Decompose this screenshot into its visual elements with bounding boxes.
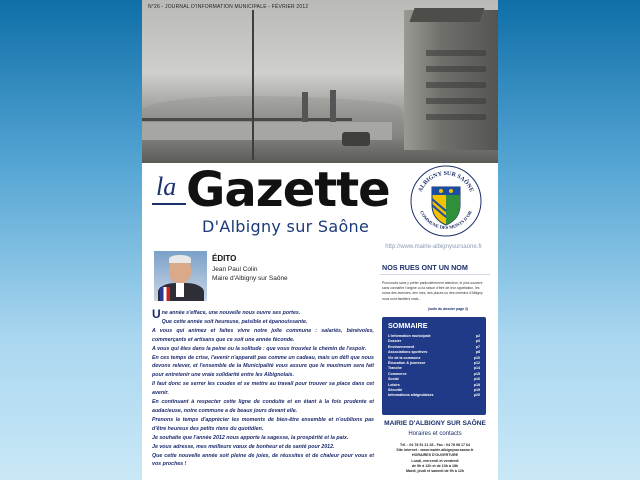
edito-role: Maire d'Albigny sur Saône (212, 275, 288, 282)
edito-paragraph: A vous qui êtes dans la peine ou la solitude : que vous trouviez le chemin de l'espoir. (152, 345, 367, 352)
sidebar-column (380, 251, 490, 480)
toc-item[interactable]: Tranche p14 (388, 366, 480, 371)
photo-roof (409, 8, 484, 22)
website-url[interactable]: http://www.mairie-albignysursaone.fr (385, 244, 482, 250)
mairie-title: MAIRIE D'ALBIGNY SUR SAÔNE (384, 420, 486, 427)
title-la: la (156, 172, 177, 201)
rues-heading: NOS RUES ONT UN NOM (380, 259, 490, 275)
edito-paragraph: En ces temps de crise, l'avenir n'apparaît pas comme un cadeau, mais un défi que nous devons relever, et l'ensemble de la Municipalité vous assure que le maximum sera fait pour entretenir une vraie solidarité entre les Albignolais. (152, 354, 374, 379)
photo-bridge (142, 118, 352, 121)
masthead (142, 163, 498, 248)
toc-item[interactable]: Associations sportives p8 (388, 350, 480, 355)
edito-paragraph: Prenons le temps d'apprécier les moments de bien-être ensemble et n'oublions pas d'être heureux des petits riens du quotidien. (152, 416, 374, 432)
toc-item[interactable]: Vie de la commune p10 (388, 355, 480, 360)
seal-text-top: ALBIGNY SUR SAÔNE (417, 170, 475, 194)
edito-paragraph: En continuant à respecter cette ligne de conduite et en étant à la fois prudente et audacieuse, notre commune a de beaux jours devant elle. (152, 399, 374, 414)
photo-bridge-tower (302, 92, 308, 122)
edito-paragraph: Que cette nouvelle année soit pleine de joies, de réussites et de chaleur pour vous et vos proches ! (152, 452, 374, 468)
mayor-portrait (154, 251, 207, 301)
mairie-line: HORAIRES D'OUVERTURE (412, 453, 458, 458)
seal-text-bottom: COMMUNE DES MONTS D'OR (419, 209, 473, 231)
title-gazette: Gazette (186, 162, 390, 218)
toc-item[interactable]: Informations albignolaises p20 (388, 393, 480, 398)
toc-item[interactable]: Commerce p15 (388, 371, 480, 376)
toc-item[interactable]: Environnement p7 (388, 344, 480, 349)
edito-paragraph: Je souhaite que l'année 2012 nous apporte la sagesse, la prospérité et la paix. (152, 434, 349, 441)
edito-paragraph: Il faut donc se serrer les coudes et se mettre au travail pour trouver sa place dans cet avenir. (152, 381, 374, 397)
photo-windows (426, 40, 486, 130)
edito-body (152, 309, 374, 469)
edito-dropcap: U (152, 307, 161, 321)
edito-paragraph: A vous qui animez et faites vivre notre jolie commune : salariés, bénévoles, commerçants et artisans que ce soit une année féconde. (152, 327, 374, 343)
title-underline (152, 203, 186, 205)
toc-item[interactable]: Loisirs p18 (388, 382, 480, 387)
gazette-cover-page (142, 0, 498, 480)
toc-item[interactable]: Éducation & jeunesse p12 (388, 361, 480, 366)
mairie-line[interactable]: Site internet : www.mairie-albignysursaone.fr (396, 448, 474, 453)
rues-continue-link[interactable]: (suite du dossier page 3) (428, 307, 468, 311)
rues-text: Prononcés sans y prêter particulièrement attention, le plus souvent sans connaître l'origine ou la raison d'être de leur appellation, les noms des avenues, des rues, des places ou des chemins d'Albigny nous sont familiers mais... (382, 281, 483, 301)
toc-item[interactable]: Dossier p3 (388, 339, 480, 344)
edito-column (152, 251, 374, 480)
edito-author: Jean Paul Colin (212, 266, 258, 273)
photo-pole (252, 10, 254, 160)
mairie-contact-block (382, 443, 488, 474)
mairie-line: Mardi, jeudi et samedi de 9h à 12h (405, 469, 465, 474)
issue-line: N°26 - JOURNAL D'INFORMATION MUNICIPALE - FÉVRIER 2012 (148, 4, 309, 10)
toc-title: SOMMAIRE (388, 321, 428, 330)
edito-paragraph: Que cette année soit heureuse, paisible et épanouissante. (161, 318, 308, 325)
mairie-line: de 9h à 12h et de 13h à 18h (411, 463, 459, 468)
header-photo (142, 0, 498, 163)
town-seal-icon (410, 165, 482, 237)
photo-cart (342, 132, 370, 146)
mairie-subtitle: Horaires et contacts (408, 431, 462, 437)
title-subtitle: D'Albigny sur Saône (202, 217, 370, 236)
table-of-contents (382, 317, 486, 415)
toc-item[interactable]: L'information municipale p2 (388, 334, 480, 338)
toc-item[interactable]: Social p16 (388, 377, 480, 382)
edito-title: ÉDITO (212, 254, 237, 263)
toc-item[interactable]: Sécurité p19 (388, 388, 480, 393)
edito-paragraph: Je vous adresse, mes meilleurs vœux de bonheur et de santé pour 2012. (152, 443, 335, 450)
mairie-line: Lundi, mercredi et vendredi (411, 458, 459, 463)
mairie-line: Tél. : 04 78 91 21 28 - Fax : 04 78 98 17 64 (400, 443, 470, 447)
photo-bridge-tower (330, 90, 336, 122)
edito-paragraph: Une année s'efface, une nouvelle nous ouvre ses portes. (152, 307, 301, 321)
